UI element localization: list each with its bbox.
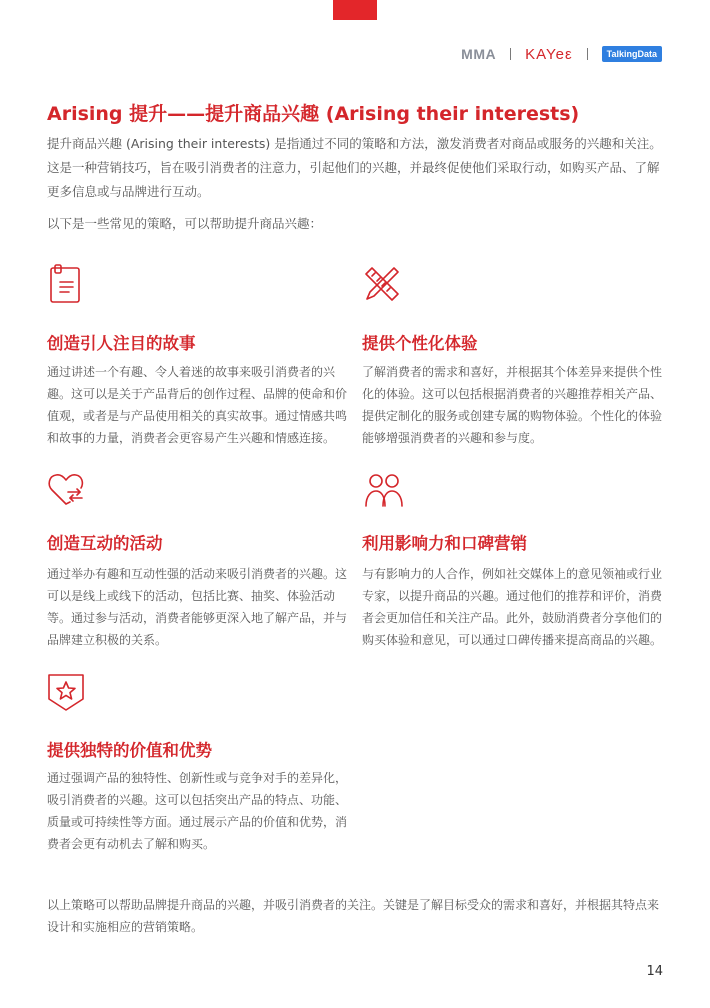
section-title-personalized: 提供个性化体验	[362, 334, 478, 353]
partner-logos	[461, 45, 662, 63]
section-title-value: 提供独特的价值和优势	[47, 741, 212, 760]
conclusion-paragraph: 以上策略可以帮助品牌提升商品的兴趣，并吸引消费者的关注。关键是了解目标受众的需求和喜好，并根据其特点来设计和实施相应的营销策略。	[47, 898, 660, 934]
intro-paragraph: 提升商品兴趣 (Arising their interests) 是指通过不同的策略和方法，激发消费者对商品或服务的兴趣和关注。这是一种营销技巧，旨在吸引消费者的注意力，引起他们的兴趣，并最终促使他们采取行动，如购买产品、了解更多信息或与品牌进行互动。	[47, 136, 662, 199]
logo-divider	[587, 48, 588, 60]
page-title: Arising 提升——提升商品兴趣 (Arising their interests)	[47, 103, 580, 125]
section-body-influence: 与有影响力的人合作，例如社交媒体上的意见领袖或行业专家，以提升商品的兴趣。通过他们的推荐和评价，消费者会更加信任和关注产品。此外，鼓励消费者分享他们的购买体验和意见，可以通过口碑传播来提高商品的兴趣。	[362, 567, 663, 647]
talkingdata-logo: TalkingData	[602, 46, 662, 62]
section-title-story: 创造引人注目的故事	[47, 334, 196, 353]
page-number: 14	[646, 964, 663, 979]
mma-logo: MMA	[461, 46, 497, 62]
section-body-personalized: 了解消费者的需求和喜好，并根据其个体差异来提供个性化的体验。这可以包括根据消费者的兴趣推荐相关产品、提供定制化的服务或创建专属的购物体验。个性化的体验能够增强消费者的兴趣和参与度。	[362, 365, 663, 445]
section-title-influence: 利用影响力和口碑营销	[362, 534, 527, 553]
pencil-ruler-icon	[362, 264, 402, 304]
lead-in-text: 以下是一些常见的策略，可以帮助提升商品兴趣：	[47, 216, 323, 231]
section-title-events: 创造互动的活动	[47, 534, 163, 553]
section-body-value: 通过强调产品的独特性、创新性或与竞争对手的差异化，吸引消费者的兴趣。这可以包括突出产品的特点、功能、质量或可持续性等方面。通过展示产品的价值和优势，消费者会更有动机去了解和购买。	[47, 771, 348, 851]
logo-divider	[510, 48, 511, 60]
kayee-logo: KAYeε	[525, 45, 573, 63]
people-icon	[364, 470, 404, 510]
section-body-events: 通过举办有趣和互动性强的活动来吸引消费者的兴趣。这可以是线上或线下的活动，包括比赛、抽奖、体验活动等。通过参与活动，消费者能够更深入地了解产品，并与品牌建立积极的关系。	[47, 567, 348, 647]
document-icon	[45, 264, 85, 304]
heart-arrows-icon	[46, 468, 86, 508]
star-badge-icon	[46, 672, 86, 712]
header-accent-tab	[333, 0, 377, 20]
section-body-story: 通过讲述一个有趣、令人着迷的故事来吸引消费者的兴趣。这可以是关于产品背后的创作过程、品牌的使命和价值观，或者是与产品使用相关的真实故事。通过情感共鸣和故事的力量，消费者会更容易产生兴趣和情感连接。	[47, 365, 348, 445]
